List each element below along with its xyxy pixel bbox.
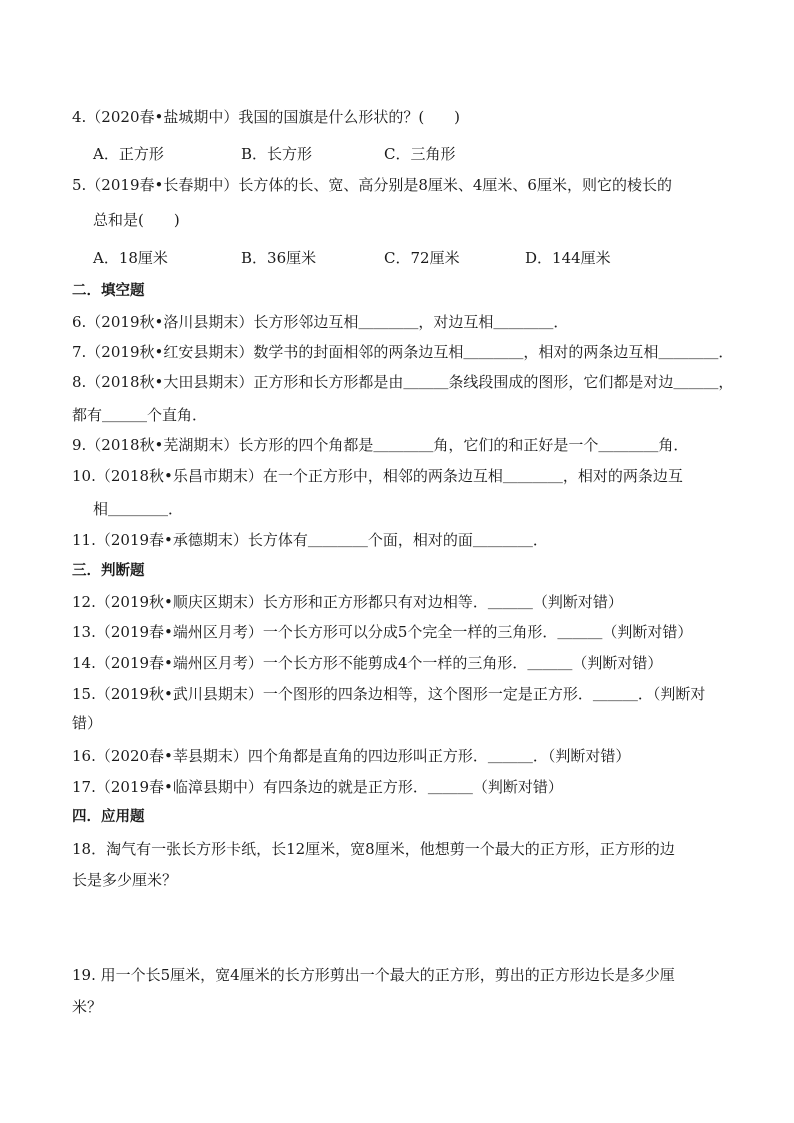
question-4-options (93, 143, 753, 165)
question-12: 12.（2019秋•顺庆区期末）长方形和正方形都只有对边相等．＿＿＿（判断对错） (72, 593, 623, 611)
question-16: 16.（2020春•莘县期末）四个角都是直角的四边形叫正方形．＿＿＿．（判断对错） (72, 747, 631, 765)
question-10-line2: 相＿＿＿＿． (93, 500, 184, 518)
question-7: 7.（2019秋•红安县期末）数学书的封面相邻的两条边互相＿＿＿＿，相对的两条边互相＿＿＿＿． (72, 343, 734, 361)
question-6: 6.（2019秋•洛川县期末）长方形邻边互相＿＿＿＿，对边互相＿＿＿＿． (72, 313, 569, 331)
section-judge-heading: 三．判断题 (72, 563, 145, 579)
question-17: 17.（2019春•临漳县期中）有四条边的就是正方形．＿＿＿（判断对错） (72, 778, 563, 796)
option-b: B．长方形 (241, 145, 313, 163)
option-c: C．72厘米 (384, 249, 460, 267)
option-a: A．正方形 (93, 145, 164, 163)
question-5-line1: 5.（2019春•长春期中）长方体的长、宽、高分别是8厘米、4厘米、6厘米，则它的棱长的 (72, 176, 672, 194)
option-a: A．18厘米 (93, 249, 168, 267)
question-18-line2: 长是多少厘米？ (72, 871, 178, 889)
option-d: D．144厘米 (525, 249, 611, 267)
question-8-line2: 都有＿＿＿个直角． (72, 406, 208, 424)
option-c: C．三角形 (384, 145, 456, 163)
question-11: 11.（2019春•承德期末）长方体有＿＿＿＿个面，相对的面＿＿＿＿． (72, 531, 548, 549)
question-13: 13.（2019春•端州区月考）一个长方形可以分成5个完全一样的三角形．＿＿＿（判断对错） (72, 623, 693, 641)
section-fill-heading: 二．填空题 (72, 283, 145, 299)
question-18-line1: 18．淘气有一张长方形卡纸，长12厘米，宽8厘米，他想剪一个最大的正方形，正方形的边 (72, 840, 675, 858)
question-10-line1: 10.（2018秋•乐昌市期末）在一个正方形中，相邻的两条边互相＿＿＿＿，相对的两条边互 (72, 467, 683, 485)
question-5-options (93, 247, 753, 269)
question-5-line2: 总和是( ) (93, 211, 180, 229)
question-4: 4.（2020春•盐城期中）我国的国旗是什么形状的？( ) (72, 108, 461, 126)
question-19-line2: 米？ (72, 998, 103, 1016)
option-b: B．36厘米 (241, 249, 317, 267)
question-19-line1: 19. 用一个长5厘米，宽4厘米的长方形剪出一个最大的正方形，剪出的正方形边长是多少厘 (72, 966, 675, 984)
question-14: 14.（2019春•端州区月考）一个长方形不能剪成4个一样的三角形．＿＿＿（判断对错） (72, 654, 663, 672)
question-9: 9.（2018秋•芜湖期末）长方形的四个角都是＿＿＿＿角，它们的和正好是一个＿＿＿＿角． (72, 436, 689, 454)
section-apply-heading: 四．应用题 (72, 809, 145, 825)
question-15-line2: 错） (72, 714, 103, 732)
question-15-line1: 15.（2019秋•武川县期末）一个图形的四条边相等，这个图形一定是正方形．＿＿＿．（判断对 (72, 685, 706, 703)
question-8-line1: 8.（2018秋•大田县期末）正方形和长方形都是由＿＿＿条线段围成的图形，它们都是对边＿＿＿， (72, 373, 734, 391)
